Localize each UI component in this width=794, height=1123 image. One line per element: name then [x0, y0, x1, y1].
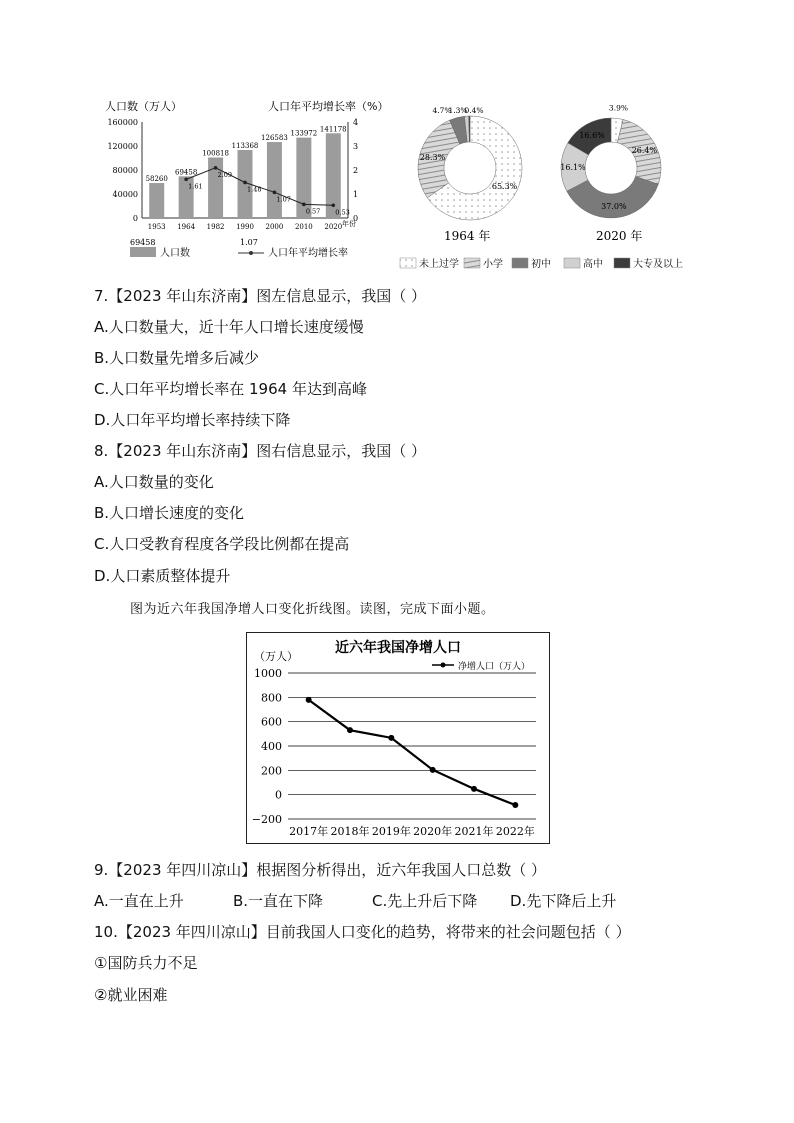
q7-stem: 7.【2023 年山东济南】图左信息显示，我国（ ） [94, 287, 427, 305]
legend-swatch [464, 258, 480, 268]
legend-swatch [614, 258, 630, 268]
legend-bar-value: 69458 [130, 238, 156, 247]
q9-option-a: A.一直在上升 [94, 892, 184, 910]
rate-value-label: 0.53 [335, 208, 350, 217]
legend-bar-swatch [130, 247, 156, 257]
right-y-tick-label: 1 [353, 190, 359, 199]
x-tick-label: 1964 [177, 223, 196, 231]
left-y-tick-label: 80000 [112, 166, 138, 175]
donut-1964-year: 1964 年 [444, 229, 491, 243]
left-y-tick-label: 0 [132, 214, 138, 223]
population-value-label: 126583 [261, 134, 288, 143]
x-tick-label: 2010 [294, 223, 313, 231]
x-tick-label: 2022年 [495, 825, 535, 838]
population-bar [149, 183, 164, 218]
legend-label: 小学 [483, 259, 503, 270]
right-axis-title: 人口年平均增长率（%） [268, 100, 389, 113]
x-tick-label: 1982 [206, 223, 225, 231]
x-tick-label: 2017年 [289, 825, 329, 838]
x-tick-label: 2019年 [371, 825, 411, 838]
x-tick-label: 2021年 [454, 825, 494, 838]
right-y-tick-label: 2 [353, 166, 359, 175]
q9-option-c: C.先上升后下降 [372, 892, 478, 910]
rate-value-label: 1.61 [188, 182, 203, 191]
q7-option-d: D.人口年平均增长率持续下降 [94, 411, 291, 429]
population-value-label: 113368 [231, 141, 259, 150]
left-axis-title: 人口数（万人） [105, 100, 182, 113]
legend-marker [441, 663, 446, 668]
population-value-label: 100818 [202, 149, 229, 158]
population-bar [267, 142, 282, 218]
y-tick-label: 800 [261, 691, 282, 705]
rate-point [243, 181, 247, 185]
population-value-label: 133972 [290, 129, 318, 138]
q10-stem: 10.【2023 年四川凉山】目前我国人口变化的趋势，将带来的社会问题包括（ ） [94, 923, 631, 941]
q8-stem: 8.【2023 年山东济南】图右信息显示，我国（ ） [94, 442, 427, 460]
population-value-label: 69458 [175, 168, 198, 177]
education-donut-charts [398, 96, 698, 280]
donut-slice-label: 4.7% [432, 106, 452, 115]
net-increase-line-chart [246, 632, 550, 844]
x-tick-label: 2020年 [413, 825, 453, 838]
legend-line-label: 人口年平均增长率 [268, 248, 348, 259]
q8-option-b: B.人口增长速度的变化 [94, 504, 245, 522]
rate-point [214, 166, 218, 170]
donut-slice-label: 16.1% [560, 163, 586, 173]
donut-slice-label: 16.6% [579, 131, 605, 141]
legend-label: 初中 [531, 259, 551, 270]
y-tick-label: 600 [261, 715, 282, 729]
y-tick-label: 1000 [254, 667, 282, 680]
legend-label: 净增人口（万人） [458, 662, 531, 672]
rate-value-label: 1.07 [276, 195, 291, 204]
donut-slice-label: 3.9% [608, 103, 628, 113]
line-chart-intro: 图为近六年我国净增人口变化折线图。读图，完成下面小题。 [130, 602, 495, 617]
q8-option-d: D.人口素质整体提升 [94, 567, 231, 585]
legend-line-marker [249, 251, 253, 255]
left-y-tick-label: 120000 [107, 142, 138, 151]
legend-label: 高中 [583, 259, 603, 270]
q7-option-a: A.人口数量大，近十年人口增长速度缓慢 [94, 318, 364, 336]
x-unit-label: 年份 [342, 220, 356, 228]
left-y-tick-label: 160000 [107, 118, 138, 127]
donut-legend [400, 257, 683, 270]
population-value-label: 58260 [145, 175, 168, 184]
net-increase-point [471, 786, 477, 792]
left-y-tick-label: 40000 [112, 190, 138, 199]
population-value-label: 141178 [319, 125, 347, 134]
rate-point [331, 203, 335, 207]
legend-swatch [400, 258, 416, 268]
rate-point [302, 203, 306, 207]
rate-value-label: 2.09 [217, 170, 233, 179]
rate-point [184, 178, 188, 182]
y-tick-label: 400 [261, 740, 282, 753]
q7-option-c: C.人口年平均增长率在 1964 年达到高峰 [94, 380, 367, 398]
q10-item-2: ②就业困难 [94, 986, 168, 1004]
donut-slice-label: 65.3% [491, 182, 518, 192]
y-tick-label: −200 [251, 813, 282, 826]
x-tick-label: 2018年 [330, 825, 370, 838]
bar-legend [130, 238, 348, 259]
x-tick-label: 1990 [236, 223, 254, 231]
rate-point [273, 191, 277, 195]
donut-slice-label: 1.3% [448, 106, 468, 115]
net-increase-point [347, 727, 353, 733]
y-tick-label: 0 [275, 788, 282, 802]
legend-line-value: 1.07 [240, 238, 258, 247]
legend-swatch [512, 258, 528, 268]
x-tick-label: 1953 [147, 223, 166, 231]
donut-slice-label: 26.4% [631, 145, 658, 155]
donut-slice-label: 37.0% [601, 201, 627, 211]
legend-label: 大专及以上 [633, 259, 683, 270]
legend-bar-label: 人口数 [160, 248, 190, 259]
y-axis-unit: （万人） [254, 650, 298, 663]
q10-item-1: ①国防兵力不足 [94, 954, 198, 972]
net-increase-point [430, 767, 436, 773]
rate-value-label: 1.48 [247, 185, 262, 194]
q8-option-a: A.人口数量的变化 [94, 473, 214, 491]
legend-label: 未上过学 [419, 259, 459, 270]
x-tick-label: 2020 [324, 223, 343, 231]
x-tick-label: 2000 [265, 223, 284, 231]
q9-option-d: D.先下降后上升 [510, 892, 617, 910]
right-y-tick-label: 4 [353, 118, 359, 127]
chart-title: 近六年我国净增人口 [335, 640, 461, 656]
right-y-tick-label: 0 [353, 214, 359, 223]
q9-stem: 9.【2023 年四川凉山】根据图分析得出，近六年我国人口总数（ ） [94, 861, 547, 879]
net-increase-point [306, 697, 312, 703]
y-tick-label: 200 [261, 764, 282, 778]
q9-option-b: B.一直在下降 [233, 892, 324, 910]
rate-value-label: 0.57 [305, 207, 321, 216]
net-increase-point [388, 735, 394, 741]
donut-2020-year: 2020 年 [596, 229, 643, 243]
donut-slice-label: 0.4% [464, 106, 484, 115]
net-increase-point [512, 802, 518, 808]
right-y-tick-label: 3 [353, 142, 359, 151]
q8-option-c: C.人口受教育程度各学段比例都在提高 [94, 535, 350, 553]
donut-slice-label: 28.3% [419, 153, 446, 163]
q7-option-b: B.人口数量先增多后减少 [94, 349, 260, 367]
legend-swatch [564, 258, 580, 268]
population-bar-chart [100, 96, 400, 280]
